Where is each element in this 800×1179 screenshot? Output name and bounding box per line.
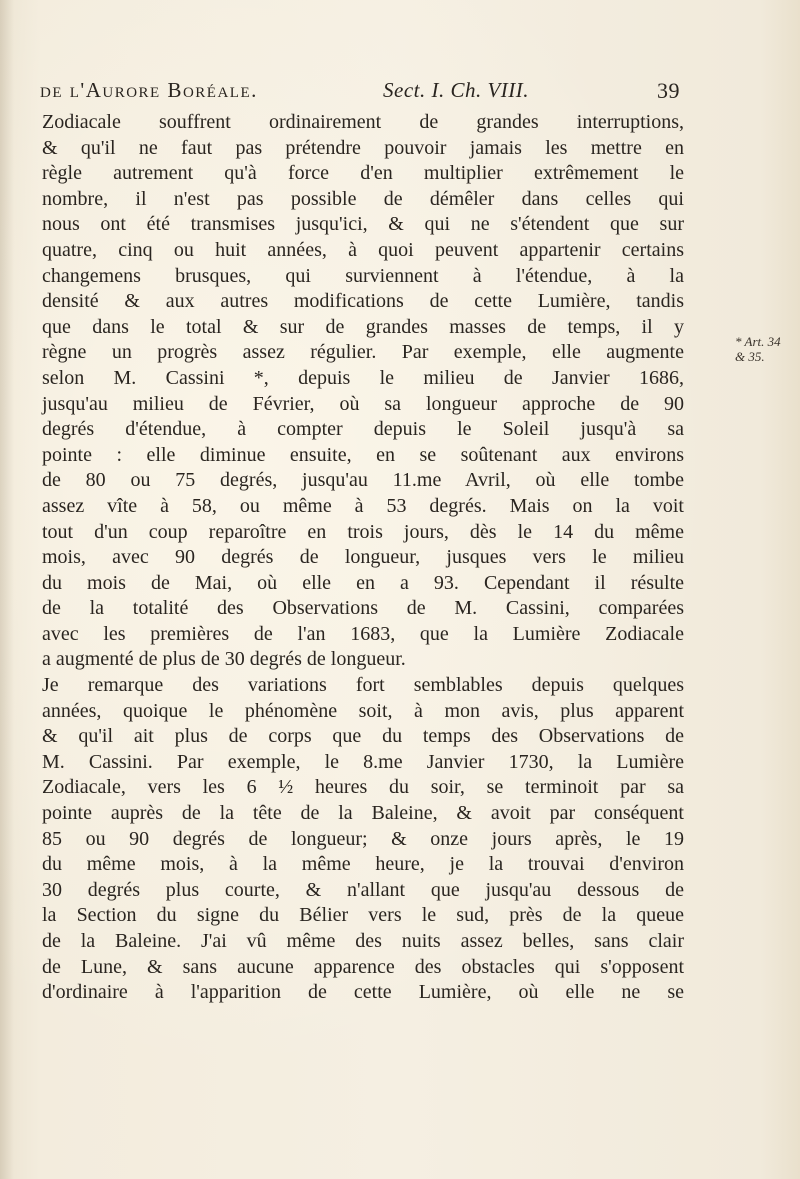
text-line: a augmenté de plus de 30 degrés de longueur. bbox=[42, 648, 406, 671]
text-line: du mois de Mai, où elle en a 93. Cependant il résulte bbox=[42, 571, 684, 594]
text-line: de la Baleine. J'ai vû même des nuits assez belles, sans clair bbox=[42, 930, 684, 952]
page-number: 39 bbox=[657, 78, 680, 103]
text-line: années, quoique le phénomène soit, à mon avis, plus apparent bbox=[42, 699, 684, 722]
margin-note-line: & 35. bbox=[735, 349, 765, 364]
text-line: du même mois, à la même heure, je la trouvai d'environ bbox=[42, 853, 684, 876]
text-line: la Section du signe du Bélier vers le sud, près de la queue bbox=[42, 904, 684, 927]
text-line: d'ordinaire à l'apparition de cette Lumière, où elle ne se bbox=[42, 981, 684, 1004]
text-line: mois, avec 90 degrés de longueur, jusques vers le milieu bbox=[42, 546, 684, 569]
text-line: degrés d'étendue, à compter depuis le Soleil jusqu'à sa bbox=[42, 418, 684, 441]
text-line: de la totalité des Observations de M. Cassini, comparées bbox=[42, 597, 684, 620]
running-head-title: de l'Aurore Boréale. bbox=[40, 78, 258, 102]
text-line: Je remarque des variations fort semblables depuis quelques bbox=[42, 674, 684, 697]
text-line: selon M. Cassini *, depuis le milieu de Janvier 1686, bbox=[42, 366, 684, 389]
margin-note-line: * Art. 34 bbox=[735, 334, 781, 349]
text-line: règne un progrès assez régulier. Par exemple, elle augmente bbox=[42, 341, 684, 364]
text-line: Zodiacale, vers les 6 ½ heures du soir, se terminoit par sa bbox=[42, 776, 684, 799]
text-line: règle autrement qu'à force d'en multiplier extrêmement le bbox=[42, 162, 684, 185]
text-line: Zodiacale souffrent ordinairement de grandes interruptions, bbox=[42, 111, 684, 133]
text-line: de 80 ou 75 degrés, jusqu'au 11.me Avril, où elle tombe bbox=[42, 469, 684, 492]
body-text bbox=[42, 110, 684, 1006]
text-line: & qu'il ait plus de corps que du temps des Observations de bbox=[42, 725, 684, 748]
text-line: & qu'il ne faut pas prétendre pouvoir jamais les mettre en bbox=[42, 136, 684, 159]
text-line: jusqu'au milieu de Février, où sa longueur approche de 90 bbox=[42, 392, 684, 415]
text-line: assez vîte à 58, ou même à 53 degrés. Mais on la voit bbox=[42, 494, 684, 517]
text-line: avec les premières de l'an 1683, que la Lumière Zodiacale bbox=[42, 622, 684, 645]
running-head-section: Sect. I. Ch. VIII. bbox=[383, 78, 530, 102]
text-line: nombre, il n'est pas possible de démêler dans celles qui bbox=[42, 187, 684, 210]
text-line: changemens brusques, qui surviennent à l'étendue, à la bbox=[42, 264, 684, 287]
text-line: 30 degrés plus courte, & n'allant que jusqu'au dessous de bbox=[42, 878, 684, 901]
text-line: nous ont été transmises jusqu'ici, & qui ne s'étendent que sur bbox=[42, 213, 684, 236]
text-line: densité & aux autres modifications de cette Lumière, tandis bbox=[42, 290, 684, 313]
text-line: pointe : elle diminue ensuite, en se soûtenant aux environs bbox=[42, 443, 684, 466]
text-line: 85 ou 90 degrés de longueur; & onze jours après, le 19 bbox=[42, 827, 684, 850]
text-line: que dans le total & sur de grandes masses de temps, il y bbox=[42, 315, 684, 338]
text-line: de Lune, & sans aucune apparence des obstacles qui s'opposent bbox=[42, 955, 684, 978]
running-head bbox=[40, 78, 680, 106]
text-line: M. Cassini. Par exemple, le 8.me Janvier 1730, la Lumière bbox=[42, 750, 684, 773]
margin-note bbox=[735, 334, 797, 364]
text-line: pointe auprès de la tête de la Baleine, & avoit par conséquent bbox=[42, 802, 684, 825]
text-line: tout d'un coup reparoître en trois jours, dès le 14 du même bbox=[42, 520, 684, 543]
text-line: quatre, cinq ou huit années, à quoi peuvent appartenir certains bbox=[42, 238, 684, 261]
